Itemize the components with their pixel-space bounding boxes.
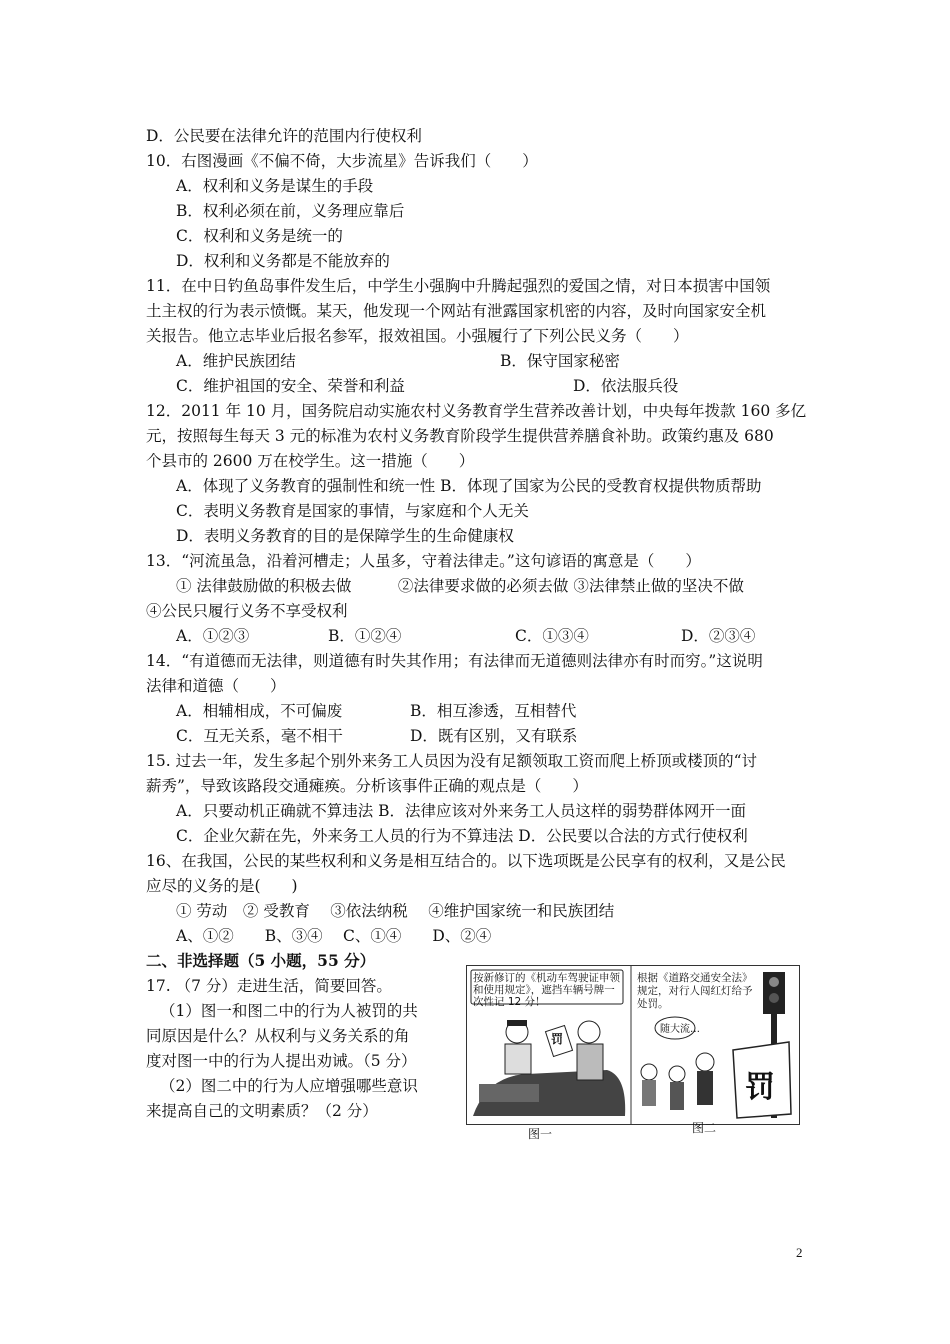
q13-option-a: A．①②③: [176, 627, 250, 645]
q9-option-d: D．公民要在法律允许的范围内行使权利: [146, 127, 422, 145]
q12-option-d: D．表明义务教育的目的是保障学生的生命健康权: [176, 527, 514, 545]
q16-stem-line2: 应尽的义务的是( ): [146, 877, 298, 895]
q17-line1: 17. （7 分）走进生活，简要回答。: [146, 977, 392, 995]
q13-option-b: B．①②④: [328, 627, 402, 645]
q14-option-c: C．互无关系，毫不相干: [176, 727, 343, 745]
q17-line4: 度对图一中的行为人提出劝诫。（5 分）: [146, 1052, 417, 1070]
q17-line6: 来提高自己的文明素质？（2 分）: [146, 1102, 378, 1120]
q15-stem-line2: 薪秀”，导致该路段交通瘫痪。分析该事件正确的观点是（ ）: [146, 777, 588, 795]
q11-option-a: A．维护民族团结: [176, 352, 296, 370]
q16-items: ① 劳动 ② 受教育 ③依法纳税 ④维护国家统一和民族团结: [176, 902, 615, 920]
q14-option-a: A．相辅相成，不可偏废: [176, 702, 343, 720]
q14-option-d: D．既有区别，又有联系: [410, 727, 578, 745]
q13-stem: 13．“河流虽急，沿着河槽走；人虽多，守着法律走。”这句谚语的寓意是（ ）: [146, 552, 701, 570]
q12-stem-line3: 个县市的 2600 万在校学生。这一措施（ ）: [146, 452, 475, 470]
q11-option-c: C．维护祖国的安全、荣誉和利益: [176, 377, 405, 395]
q12-stem-line1: 12．2011 年 10 月，国务院启动实施农村义务教育学生营养改善计划，中央每年拨款 160 多亿: [146, 402, 807, 420]
q15-options-ab: A．只要动机正确就不算违法 B．法律应该对外来务工人员这样的弱势群体网开一面: [176, 802, 747, 820]
q17-line5: （2）图二中的行为人应增强哪些意识: [160, 1077, 418, 1095]
q16-options: A、①② B、③④ C、①④ D、②④: [176, 927, 492, 945]
q15-stem-line1: 15. 过去一年，发生多起个别外来务工人员因为没有足额领取工资而爬上桥顶或楼顶的“讨: [146, 752, 758, 770]
q11-stem-line2: 土主权的行为表示愤慨。某天，他发现一个网站有泄露国家机密的内容，及时向国家安全机: [146, 302, 767, 320]
q13-items-line2: ④公民只履行义务不享受权利: [146, 602, 348, 620]
panel2-speech: 随大流…: [660, 1024, 700, 1035]
q10-option-d: D．权利和义务都是不能放弃的: [176, 252, 390, 270]
figure-caption-1: 图一: [528, 1127, 553, 1141]
q13-option-d: D．②③④: [681, 627, 756, 645]
page-number: 2: [796, 1245, 803, 1260]
q12-stem-line2: 元，按照每生每天 3 元的标准为农村义务教育阶段学生提供营养膳食补助。政策约惠及 680: [146, 427, 774, 445]
q17-line2: （1）图一和图二中的行为人被罚的共: [160, 1002, 418, 1020]
cartoon-figure: [466, 965, 800, 1125]
q13-items-line1: ① 法律鼓励做的积极去做 ②法律要求做的必须去做 ③法律禁止做的坚决不做: [176, 577, 744, 595]
q11-option-b: B．保守国家秘密: [500, 352, 620, 370]
q10-stem: 10．右图漫画《不偏不倚，大步流星》告诉我们（ ）: [146, 152, 538, 170]
panel2-caption-text: 根据《道路交通安全法》规定，对行人闯红灯给予处罚。: [637, 972, 753, 1010]
q11-option-d: D．依法服兵役: [573, 377, 679, 395]
q16-stem-line1: 16、在我国，公民的某些权利和义务是相互结合的。以下选项既是公民享有的权利，又是公民: [146, 852, 786, 870]
section-heading: 二、非选择题（5 小题，55 分）: [146, 951, 376, 970]
q15-options-cd: C．企业欠薪在先，外来务工人员的行为不算违法 D．公民要以合法的方式行使权利: [176, 827, 748, 845]
q10-option-a: A．权利和义务是谋生的手段: [176, 177, 374, 195]
q17-line3: 同原因是什么？从权利与义务关系的角: [146, 1027, 410, 1045]
q11-stem-line1: 11．在中日钓鱼岛事件发生后，中学生小强胸中升腾起强烈的爱国之情，对日本损害中国领: [146, 277, 771, 295]
q11-stem-line3: 关报告。他立志毕业后报名参军，报效祖国。小强履行了下列公民义务（ ）: [146, 327, 689, 345]
panel1-penalty-sign: 罚: [551, 1032, 564, 1046]
q10-option-b: B．权利必须在前，义务理应靠后: [176, 202, 405, 220]
q14-option-b: B．相互渗透，互相替代: [410, 702, 577, 720]
q14-stem-line2: 法律和道德（ ）: [146, 677, 286, 695]
q12-option-c: C．表明义务教育是国家的事情，与家庭和个人无关: [176, 502, 529, 520]
panel1-speech-bubble: 按新修订的《机动车驾驶证申领和使用规定》，遮挡车辆号牌一次性记 12 分！: [473, 972, 620, 1008]
q10-option-c: C．权利和义务是统一的: [176, 227, 343, 245]
q13-option-c: C．①③④: [515, 627, 589, 645]
figure-caption-2: 图二: [692, 1121, 717, 1135]
q14-stem-line1: 14．“有道德而无法律，则道德有时失其作用；有法律而无道德则法律亦有时而穷。”这说明: [146, 652, 763, 670]
q12-options-ab: A．体现了义务教育的强制性和统一性 B．体现了国家为公民的受教育权提供物质帮助: [176, 477, 762, 495]
panel2-penalty-sign: 罚: [745, 1070, 775, 1105]
